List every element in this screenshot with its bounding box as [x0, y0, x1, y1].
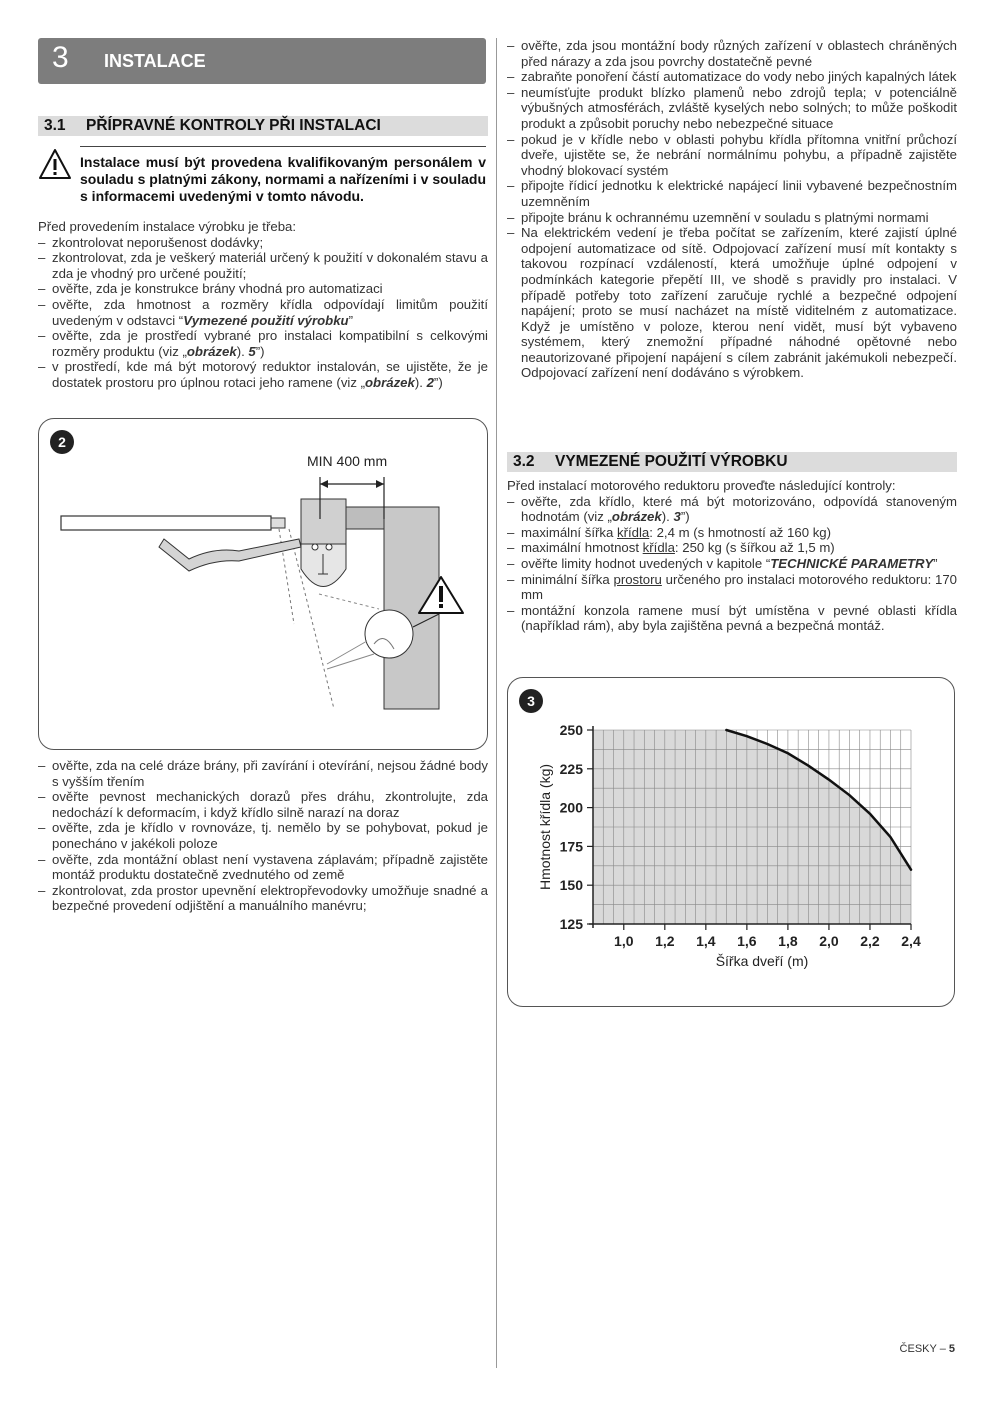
- list-item: – zkontrolovat, zda prostor upevnění elektropřevodovky umožňuje snadné a bezpečné provedení odjištění a manuálního manévru;: [38, 883, 488, 914]
- right-checklist: [507, 38, 957, 381]
- list-item: – ověřte, zda na celé dráze brány, při zavírání i otevírání, nejsou žádné body s vyšším třením: [38, 758, 488, 789]
- y-tick-label: 225: [559, 760, 583, 777]
- section-title: PŘÍPRAVNÉ KONTROLY PŘI INSTALACI: [86, 117, 381, 134]
- list-item: – ověřte pevnost mechanických dorazů přes dráhu, zkontrolujte, zda nedochází k deformacím, i když křídlo silně narazí na doraz: [38, 789, 488, 820]
- warning-icon: [38, 148, 72, 180]
- y-tick-label: 250: [559, 722, 583, 738]
- weight-width-chart: [508, 678, 954, 1006]
- figure-2: [38, 418, 488, 750]
- list-item: – zabraňte ponoření částí automatizace do vody nebo jiných kapalných látek: [507, 69, 957, 85]
- x-tick-label: 2,2: [860, 933, 880, 949]
- footer-language: ČESKY –: [899, 1343, 949, 1355]
- left-intro-block: [38, 219, 488, 391]
- x-tick-label: 1,6: [737, 933, 757, 949]
- list-item: – maximální hmotnost křídla: 250 kg (s šířkou až 1,5 m): [507, 540, 957, 556]
- list-item: – montážní konzola ramene musí být umístěna v pevné oblasti křídla (například rám), aby byla zajištěna pevná a bezpečná montáž.: [507, 603, 957, 634]
- left-checklist-2: [38, 758, 488, 914]
- list-item: – pokud je v křídle nebo v oblasti pohybu křídla přítomna vnitřní průchozí dveře, ujistěte se, že nebrání normálnímu pohybu, a případně zajistěte vhodný blokovací systém: [507, 132, 957, 179]
- warning-rule: [80, 146, 486, 147]
- list-item: – Na elektrickém vedení je třeba počítat se zařízením, které zajistí úplné odpojení automatizace od sítě. Odpojovací zařízení musí mít kontakty s takovou rozpínací vzdáleností, která umožňuje úplné odpojení v podmínkách kategorie přepětí III, ve shodě s pravidly pro instalaci. V případě potřeby toto zařízení zaručuje rychlé a bezpečné odpojení napájení; proto se musí nacházet na místě viditelném z automatizace. Když je umístěno v poloze, kterou není vidět, musí být vybaveno systémem, který znemožní případné náhodné opětovné nebo neautorizované připojení napájení s cílem zabránit jakémukoli nebezpečí. Odpojovací zařízení není dodáváno s výrobkem.: [507, 225, 957, 381]
- warning-text: Instalace musí být provedena kvalifikovaným personálem v souladu s platnými zákony, normami a nařízeními i v souladu s informacemi uvedenými v tomto návodu.: [80, 154, 486, 204]
- section-title: VYMEZENÉ POUŽITÍ VÝROBKU: [555, 453, 788, 470]
- list-item: – ověřte, zda je křídlo v rovnováze, tj. nemělo by se pohybovat, pokud je ponecháno v jakékoli poloze: [38, 820, 488, 851]
- list-item: – ověřte, zda je konstrukce brány vhodná pro automatizaci: [38, 281, 488, 297]
- list-item: – připojte bránu k ochrannému uzemnění v souladu s platnými normami: [507, 210, 957, 226]
- dimension-label: MIN 400 mm: [307, 453, 388, 469]
- left-list-after-figure: [38, 758, 488, 914]
- figure-number-badge: 2: [50, 430, 74, 454]
- list-item: – v prostředí, kde má být motorový reduktor instalován, se ujistěte, že je dostatek prostoru pro úplnou rotaci jeho ramene (viz „obrázek). 2”): [38, 359, 488, 390]
- y-tick-label: 175: [559, 838, 583, 855]
- figure-3: [507, 677, 955, 1007]
- section-3-2-body: [507, 478, 957, 634]
- page-footer: [900, 1343, 955, 1355]
- chapter-header: [38, 38, 486, 84]
- x-axis-label: Šířka dveří (m): [715, 953, 809, 969]
- list-item: – ověřte, zda je prostředí vybrané pro instalaci kompatibilní s celkovými rozměry produktu (viz „obrázek). 5”): [38, 328, 488, 359]
- x-tick-label: 2,4: [901, 933, 921, 949]
- list-item: – zkontrolovat, zda je veškerý materiál určený k použití v dokonalém stavu a zda je vhodný pro určené použití;: [38, 250, 488, 281]
- list-item: – ověřte, zda hmotnost a rozměry křídla odpovídají limitům použití uvedeným v odstavci “Vymezené použití výrobku”: [38, 297, 488, 328]
- x-tick-label: 1,8: [778, 933, 798, 949]
- list-item: – ověřte, zda křídlo, které má být motorizováno, odpovídá stanoveným hodnotám (viz „obrázek). 3”): [507, 494, 957, 525]
- x-tick-label: 1,0: [614, 933, 634, 949]
- y-tick-label: 125: [559, 916, 583, 932]
- page-number: 5: [948, 1343, 955, 1355]
- list-item: – minimální šířka prostoru určeného pro instalaci motorového reduktoru: 170 mm: [507, 572, 957, 603]
- left-checklist: [38, 235, 488, 391]
- list-item: – maximální šířka křídla: 2,4 m (s hmotností až 160 kg): [507, 525, 957, 541]
- right-column-list: [507, 38, 957, 381]
- section-heading-3-1: [38, 116, 488, 136]
- y-tick-label: 150: [559, 877, 583, 894]
- section-heading-3-2: [507, 452, 957, 472]
- y-tick-label: 200: [559, 799, 583, 816]
- list-item: – zkontrolovat neporušenost dodávky;: [38, 235, 488, 251]
- chapter-number: 3: [52, 41, 69, 74]
- list-item: – připojte řídicí jednotku k elektrické napájecí linii vybavené bezpečnostním uzemněním: [507, 178, 957, 209]
- gate-opener-diagram: [39, 419, 487, 749]
- section-intro: Před instalací motorového reduktoru proveďte následující kontroly:: [507, 478, 896, 493]
- left-intro: Před provedením instalace výrobku je třeba:: [38, 219, 297, 234]
- y-axis-label: Hmotnost křídla (kg): [537, 763, 553, 891]
- list-item: – ověřte, zda montážní oblast není vystavena záplavám; případně zajistěte montáž produktu dostatečně zvednutého od země: [38, 852, 488, 883]
- x-tick-label: 2,0: [819, 933, 839, 949]
- list-item: – neumísťujte produkt blízko plamenů nebo zdrojů tepla; v potenciálně výbušných atmosférách, zvláště kyselých nebo solných; to může poškodit produkt a způsobit poruchy nebo nebezpečné situace: [507, 85, 957, 132]
- x-tick-label: 1,4: [696, 933, 716, 949]
- list-item: – ověřte limity hodnot uvedených v kapitole “TECHNICKÉ PARAMETRY”: [507, 556, 957, 572]
- x-tick-label: 1,2: [655, 933, 675, 949]
- section-3-2-checklist: [507, 494, 957, 634]
- figure-number-badge: 3: [519, 689, 543, 713]
- section-number: 3.2: [513, 453, 535, 470]
- column-divider: [496, 38, 497, 1368]
- section-number: 3.1: [44, 117, 66, 134]
- chapter-title: INSTALACE: [104, 51, 206, 71]
- list-item: – ověřte, zda jsou montážní body různých zařízení v oblastech chráněných před nárazy a zda jsou povrchy dostatečně pevné: [507, 38, 957, 69]
